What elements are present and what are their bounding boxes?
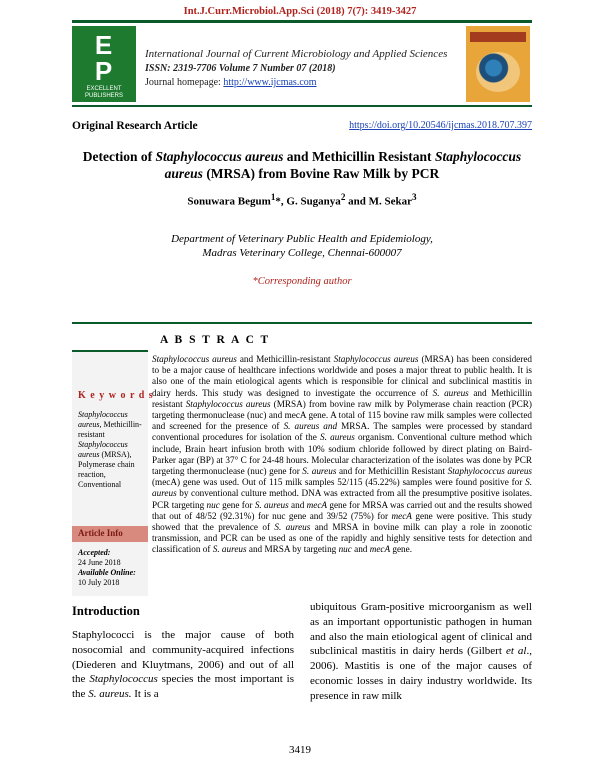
keywords-heading: K e y w o r d s xyxy=(78,390,154,401)
abstract-divider xyxy=(72,322,532,324)
accepted-label: Accepted: xyxy=(78,548,111,557)
affiliation: Department of Veterinary Public Health and Epidemiology, Madras Veterinary College, Chennai-600007 xyxy=(171,233,433,259)
abstract-text: Staphylococcus aureus and Methicillin-resistant Staphylococcus aureus (MRSA) has been considered to be a major cause of healthcare infections worldwide and poses a major threat to public health. It is also one of the main etiological agents which is responsible for clinical and subclinical mastitis in dairy herds. This study was designed to investigate the occurrence of S. aureus and Methicillin resistant Staphylococcus aureus (MRSA) from bovine raw milk by Polymerase chain reaction (PCR) targeting thermonuclease (nuc) and mecA gene. A total of 115 bovine raw milk samples were collected and screened for the presence of S. aureus and MRSA. The samples were processed by standard conventional procedures for isolation of the S. aureus organism. Conventional culture method which include, Brain heart infusion broth with 10% sodium chloride followed by direct plating on Baird-Parker agar (BP) at 37° C for 24-48 hours. Molecular characterization of the isolates was done by PCR targeting thermonuclease (nuc) gene for S. aureus and for Methicillin Resistant Staphylococcus aureus (mecA) gene was used. Out of 115 milk samples 52/115 (45.22%) samples were found positive for S. aureus by conventional culture method. DNA was extracted from all the presumptive positive isolates. PCR targeting nuc gene for S. aureus and mecA gene for MRSA was carried out and the results showed that out of 48/52 (92.31%) for nuc gene and 39/52 (75%) for mecA gene were positive. This study showed that the prevalence of S. aureus and MRSA in bovine milk can play a role in zoonotic transmission, and PCR can be used as one of the rapidly and highly sensitive tests for detection and classification of S. aureus and MRSA by targeting nuc and mecA gene. xyxy=(152,354,533,555)
keywords-list: Staphylococcus aureus, Methicillin-resistant Staphylococcus aureus (MRSA), Polymerase chain reaction, Conventional xyxy=(78,410,142,489)
page-number: 3419 xyxy=(289,744,311,756)
article-type: Original Research Article xyxy=(72,120,198,132)
author-1: Sonuwara Begum xyxy=(187,195,271,208)
article-info-heading: Article Info xyxy=(72,526,148,542)
logo-text: EXCELLENT PUBLISHERS xyxy=(84,86,123,99)
homepage-link[interactable]: http://www.ijcmas.com xyxy=(223,77,317,88)
journal-cover-image xyxy=(466,26,530,102)
logo-letter-e: E xyxy=(94,30,114,60)
abstract-heading: A B S T R A C T xyxy=(160,334,271,346)
header-rule xyxy=(72,20,532,23)
journal-homepage xyxy=(145,77,317,88)
doi-link[interactable]: https://doi.org/10.20546/ijcmas.2018.707.397 xyxy=(349,120,532,131)
introduction-column-1: Staphylococci is the major cause of both nosocomial and community-acquired infections (Diederen and Kluytmans, 2006) and out of all the Staphylococcus species the most important is the S. aureus. It is a xyxy=(72,629,294,701)
author-2: G. Suganya xyxy=(286,195,341,208)
introduction-column-2: ubiquitous Gram-positive microorganism as well as an important opportunistic pathogen in human and also the main etiological agent of clinical and subclinical mastitis in dairy herds (Gilbert et al., 2006). Mastitis is one of the major causes of economic losses in dairy industry worldwide. Its presence in raw milk xyxy=(310,601,532,702)
introduction-heading: Introduction xyxy=(72,604,140,618)
author-3: M. Sekar xyxy=(368,195,413,208)
online-date: 10 July 2018 xyxy=(78,578,120,587)
publisher-logo xyxy=(72,26,136,102)
issn-line: ISSN: 2319-7706 Volume 7 Number 07 (2018) xyxy=(145,63,336,74)
article-title: Detection of Staphylococcus aureus and Methicillin Resistant Staphylococcus aureus (MRSA) from Bovine Raw Milk by PCR xyxy=(82,149,522,181)
accepted-date: 24 June 2018 xyxy=(78,558,121,567)
online-label: Available Online: xyxy=(78,568,136,577)
cover-band xyxy=(470,32,526,42)
running-head: Int.J.Curr.Microbiol.App.Sci (2018) 7(7): 3419-3427 xyxy=(183,6,417,17)
article-dates xyxy=(78,548,146,588)
logo-letter-p: P xyxy=(94,56,114,86)
cover-illustration xyxy=(476,52,520,92)
author-list: Sonuwara Begum$^1$*, G. Suganya$^2$ and M. Sekar$^3$ xyxy=(187,192,417,208)
header-divider xyxy=(72,105,532,107)
corresponding-author: *Corresponding author xyxy=(252,276,352,287)
journal-name: International Journal of Current Microbiology and Applied Sciences xyxy=(145,48,448,60)
homepage-label: Journal homepage: xyxy=(145,77,224,88)
